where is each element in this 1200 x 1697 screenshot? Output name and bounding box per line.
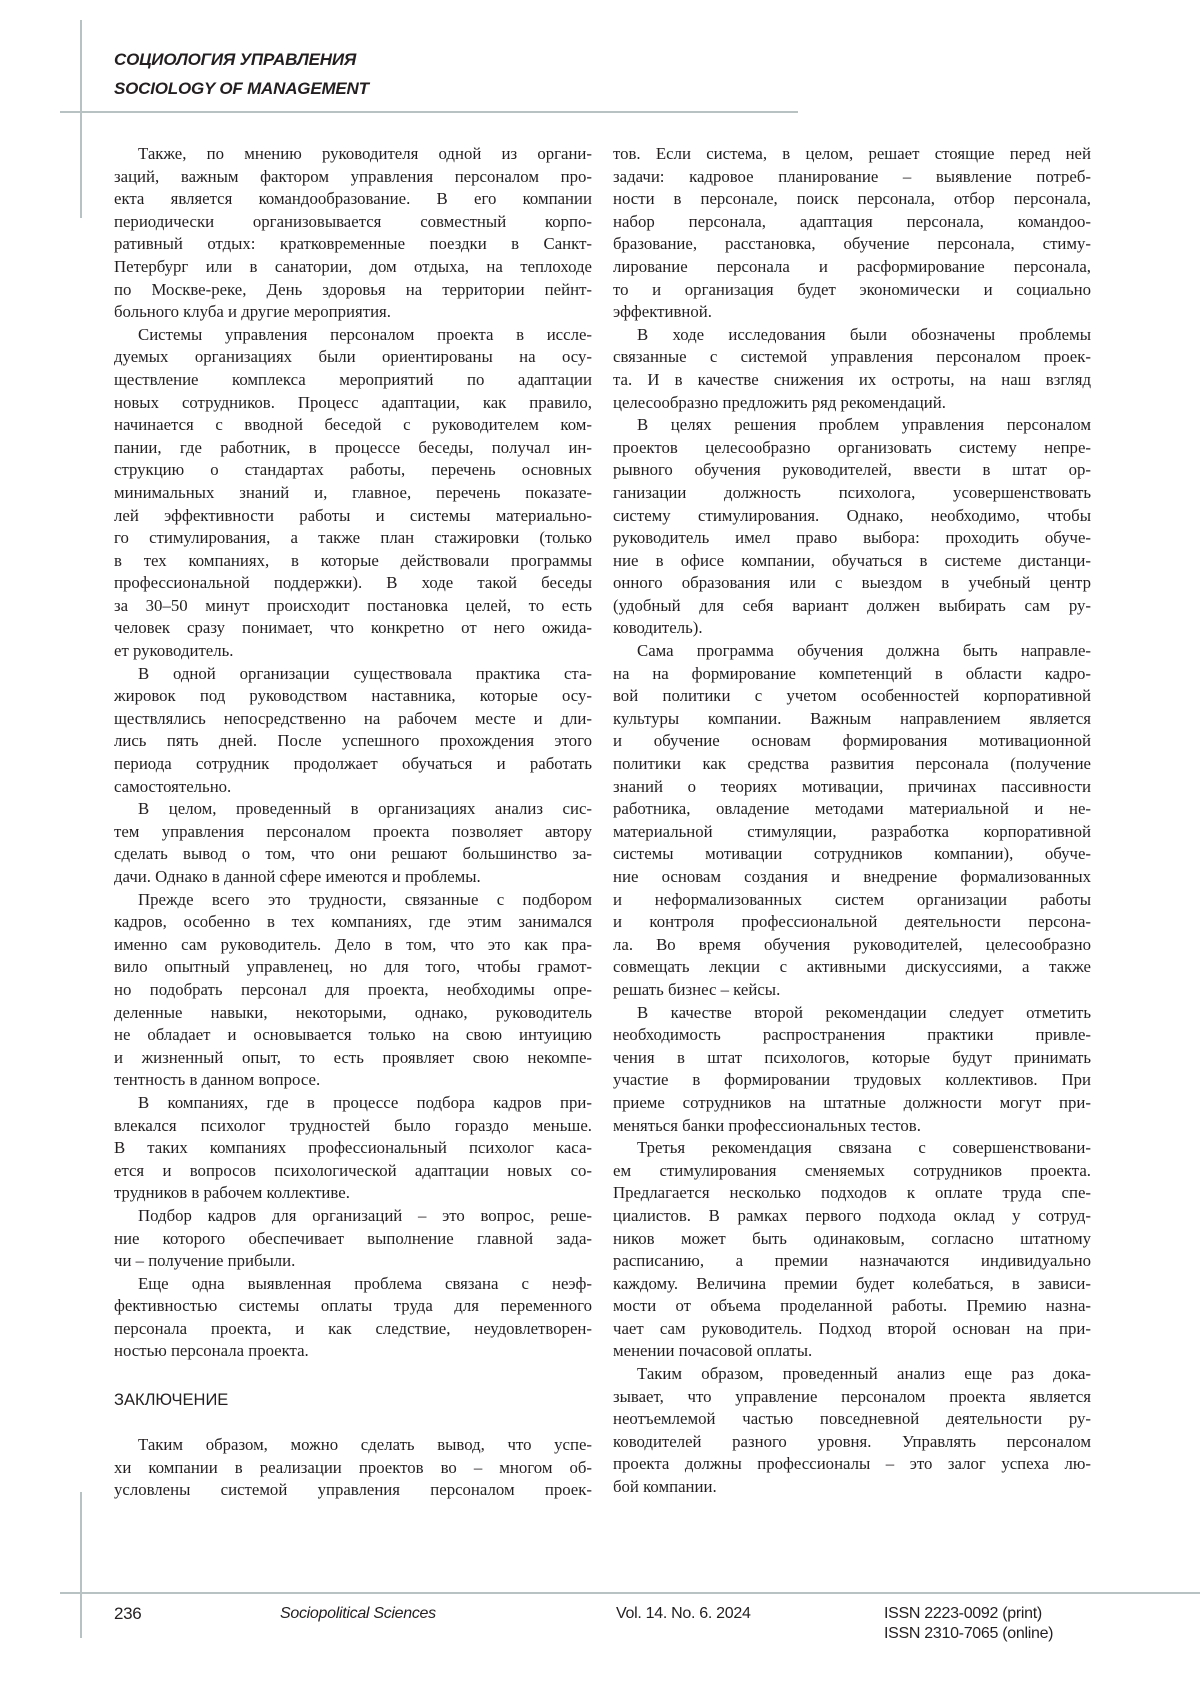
text-line: ности в персонале, поиск персонала, отбор персонала, <box>613 188 1091 211</box>
text-line: Также, по мнению руководителя одной из органи- <box>114 143 592 166</box>
text-line: ние основам создания и внедрение формализованных <box>613 866 1091 889</box>
text-line: человек сразу понимает, что конкретно от него ожида- <box>114 617 592 640</box>
text-line: рывного обучения руководителей, ввести в штат ор- <box>613 459 1091 482</box>
text-line: Третья рекомендация связана с совершенствовани- <box>613 1137 1091 1160</box>
left-text-column <box>114 143 592 1363</box>
text-line: жировок под руководством наставника, которые осу- <box>114 685 592 708</box>
text-line: ников может быть одинаковым, согласно штатному <box>613 1228 1091 1251</box>
text-line: за 30–50 минут происходит постановка целей, то есть <box>114 595 592 618</box>
text-line: не обладает и основывается только на свою интуицию <box>114 1024 592 1047</box>
paragraph <box>114 663 592 799</box>
text-line: В целях решения проблем управления персоналом <box>613 414 1091 437</box>
header-rule-vertical <box>80 20 82 218</box>
text-line: Прежде всего это трудности, связанные с подбором <box>114 889 592 912</box>
text-line: знаний о теориях мотивации, причинах пассивности <box>613 776 1091 799</box>
paragraph <box>613 1363 1091 1499</box>
text-line: лирование персонала и расформирование персонала, <box>613 256 1091 279</box>
text-line: В ходе исследования были обозначены проблемы <box>613 324 1091 347</box>
text-line: Таким образом, можно сделать вывод, что успе- <box>114 1434 592 1457</box>
text-line: Подбор кадров для организаций – это вопрос, реше- <box>114 1205 592 1228</box>
text-line: та. И в качестве снижения их остроты, на наш взгляд <box>613 369 1091 392</box>
paragraph <box>114 143 592 324</box>
paragraph <box>613 143 1091 324</box>
text-line: вой политики с учетом особенностей корпоративной <box>613 685 1091 708</box>
paragraph <box>114 889 592 1092</box>
text-line: мости от объема проделанной работы. Премию назна- <box>613 1295 1091 1318</box>
conclusion-heading: ЗАКЛЮЧЕНИЕ <box>114 1389 228 1411</box>
text-line: В качестве второй рекомендации следует отметить <box>613 1002 1091 1025</box>
text-line: систему стимулирования. Однако, необходимо, чтобы <box>613 505 1091 528</box>
text-line: и неформализованных систем организации работы <box>613 889 1091 912</box>
text-line: Еще одна выявленная проблема связана с неэф- <box>114 1273 592 1296</box>
text-line: лись пять дней. После успешного прохождения этого <box>114 730 592 753</box>
paragraph <box>114 798 592 888</box>
text-line: ла. Во время обучения руководителей, целесообразно <box>613 934 1091 957</box>
text-line: вило опытный управленец, но для того, чтобы грамот- <box>114 956 592 979</box>
text-line: фективностью системы оплаты труда для переменного <box>114 1295 592 1318</box>
text-line: струкцию о стандартах работы, перечень основных <box>114 459 592 482</box>
text-line: культуры компании. Важным направлением является <box>613 708 1091 731</box>
text-line: ководитель). <box>613 617 1091 640</box>
text-line: целесообразно предложить ряд рекомендаций. <box>613 392 1091 415</box>
text-line: Системы управления персоналом проекта в иссле- <box>114 324 592 347</box>
conclusion-paragraph <box>114 1434 592 1502</box>
text-line: онного образования или с выездом в учебный центр <box>613 572 1091 595</box>
text-line: приеме сотрудников на штатные должности могут при- <box>613 1092 1091 1115</box>
text-line: ет руководитель. <box>114 640 592 663</box>
text-line: новых сотрудников. Процесс адаптации, как правило, <box>114 392 592 415</box>
text-line: кадров, особенно в тех компаниях, где этим занимался <box>114 911 592 934</box>
text-line: и жизненный опыт, то есть проявляет свою некомпе- <box>114 1047 592 1070</box>
text-line: дуемых организациях были ориентированы на осу- <box>114 346 592 369</box>
text-line: В одной организации существовала практика ста- <box>114 663 592 686</box>
text-line: ководителей разного уровня. Управлять персоналом <box>613 1431 1091 1454</box>
text-line: бой компании. <box>613 1476 1091 1499</box>
text-line: лей эффективности работы и системы материально- <box>114 505 592 528</box>
text-line: набор персонала, адаптация персонала, командоо- <box>613 211 1091 234</box>
text-line: проектов целесообразно организовать систему непре- <box>613 437 1091 460</box>
text-line: но подобрать персонал для проекта, необходимы опре- <box>114 979 592 1002</box>
text-line: условлены системой управления персоналом проек- <box>114 1479 592 1502</box>
paragraph <box>613 414 1091 640</box>
text-line: в тех компаниях, в которые действовали программы <box>114 550 592 573</box>
text-line: ществление комплекса мероприятий по адаптации <box>114 369 592 392</box>
text-line: чения в штат психологов, которые будут принимать <box>613 1047 1091 1070</box>
text-line: Таким образом, проведенный анализ еще раз дока- <box>613 1363 1091 1386</box>
text-line: каждому. Величина премии будет колебаться, в зависи- <box>613 1273 1091 1296</box>
text-line: ние в офисе компании, обучаться в системе дистанци- <box>613 550 1091 573</box>
running-head-en: SOCIOLOGY OF MANAGEMENT <box>114 78 369 100</box>
text-line: то и организация будет экономически и социально <box>613 279 1091 302</box>
paragraph <box>613 324 1091 414</box>
text-line: дачи. Однако в данной сфере имеются и проблемы. <box>114 866 592 889</box>
text-line: ративный отдых: кратковременные поездки в Санкт- <box>114 233 592 256</box>
text-line: чает сам руководитель. Подход второй основан на при- <box>613 1318 1091 1341</box>
text-line: заций, важным фактором управления персоналом про- <box>114 166 592 189</box>
text-line: решать бизнес – кейсы. <box>613 979 1091 1002</box>
text-line: системы мотивации сотрудников компании), обуче- <box>613 843 1091 866</box>
volume-info: Vol. 14. No. 6. 2024 <box>616 1604 751 1624</box>
paragraph <box>114 1205 592 1273</box>
text-line: и контроля профессиональной деятельности персона- <box>613 911 1091 934</box>
text-line: начинается с вводной беседой с руководителем ком- <box>114 414 592 437</box>
right-text-column <box>613 143 1091 1499</box>
footer-rule-horizontal <box>60 1592 1200 1594</box>
paragraph <box>613 1002 1091 1138</box>
text-line: самостоятельно. <box>114 776 592 799</box>
text-line: (удобный для себя вариант должен выбирать сам ру- <box>613 595 1091 618</box>
text-line: расписанию, а премии назначаются индивидуально <box>613 1250 1091 1273</box>
running-head-ru: СОЦИОЛОГИЯ УПРАВЛЕНИЯ <box>114 49 356 71</box>
text-line: совмещать лекции с активными дискуссиями, а также <box>613 956 1091 979</box>
text-line: именно сам руководитель. Дело в том, что это как пра- <box>114 934 592 957</box>
text-line: трудников в рабочем коллективе. <box>114 1182 592 1205</box>
paragraph <box>114 1092 592 1205</box>
text-line: на на формирование компетенций в области кадро- <box>613 663 1091 686</box>
text-line: сделать вывод о том, что они решают большинство за- <box>114 843 592 866</box>
text-line: деленные навыки, некоторыми, однако, руководитель <box>114 1002 592 1025</box>
text-line: руководитель имел право выбора: проходить обуче- <box>613 527 1091 550</box>
text-line: задачи: кадровое планирование – выявление потреб- <box>613 166 1091 189</box>
text-line: тов. Если система, в целом, решает стоящие перед ней <box>613 143 1091 166</box>
text-line: влекался психолог трудностей было гораздо меньше. <box>114 1115 592 1138</box>
text-line: пании, где работник, в процессе беседы, получал ин- <box>114 437 592 460</box>
text-line: политики как средства развития персонала (получение <box>613 753 1091 776</box>
text-line: и обучение основам формирования мотивационной <box>613 730 1091 753</box>
text-line: профессиональной поддержки). В ходе такой беседы <box>114 572 592 595</box>
text-line: зывает, что управление персоналом проекта является <box>613 1386 1091 1409</box>
paragraph <box>114 324 592 663</box>
text-line: В таких компаниях профессиональный психолог каса- <box>114 1137 592 1160</box>
text-line: тем управления персоналом проекта позволяет автору <box>114 821 592 844</box>
header-rule-horizontal <box>60 111 798 113</box>
text-line: чи – получение прибыли. <box>114 1250 592 1273</box>
text-line: менении почасовой оплаты. <box>613 1340 1091 1363</box>
paragraph <box>613 1137 1091 1363</box>
page-number: 236 <box>114 1604 141 1624</box>
text-line: персонала проекта, и как следствие, неудовлетворен- <box>114 1318 592 1341</box>
text-line: эффективной. <box>613 301 1091 324</box>
issn-online: ISSN 2310-7065 (online) <box>884 1624 1053 1644</box>
text-line: меняться банки профессиональных тестов. <box>613 1115 1091 1138</box>
text-line: ние которого обеспечивает выполнение главной зада- <box>114 1228 592 1251</box>
journal-name: Sociopolitical Sciences <box>280 1604 436 1624</box>
text-line: ем стимулирования сменяемых сотрудников проекта. <box>613 1160 1091 1183</box>
text-line: Петербург или в санатории, дом отдыха, на теплоходе <box>114 256 592 279</box>
text-line: ществлялись непосредственно на рабочем месте и дли- <box>114 708 592 731</box>
text-line: участие в формировании трудовых коллективов. При <box>613 1069 1091 1092</box>
text-line: Предлагается несколько подходов к оплате труда спе- <box>613 1182 1091 1205</box>
text-line: периодически организовывается совместный корпо- <box>114 211 592 234</box>
text-line: В целом, проведенный в организациях анализ сис- <box>114 798 592 821</box>
text-line: екта является командообразование. В его компании <box>114 188 592 211</box>
text-line: ется и вопросов психологической адаптации новых со- <box>114 1160 592 1183</box>
text-line: неотъемлемой частью повседневной деятельности ру- <box>613 1408 1091 1431</box>
text-line: материальной стимуляции, разработка корпоративной <box>613 821 1091 844</box>
text-line: минимальных знаний и, главное, перечень показате- <box>114 482 592 505</box>
text-line: го стимулирования, а также план стажировки (только <box>114 527 592 550</box>
text-line: необходимость распространения практики привле- <box>613 1024 1091 1047</box>
text-line: связанные с системой управления персоналом проек- <box>613 346 1091 369</box>
text-line: Сама программа обучения должна быть направле- <box>613 640 1091 663</box>
text-line: циалистов. В рамках первого подхода оклад у сотруд- <box>613 1205 1091 1228</box>
text-line: работника, овладение методами материальной и не- <box>613 798 1091 821</box>
text-line: больного клуба и другие мероприятия. <box>114 301 592 324</box>
text-line: по Москве-реке, День здоровья на территории пейнт- <box>114 279 592 302</box>
text-line: ностью персонала проекта. <box>114 1340 592 1363</box>
text-line: проекта должны профессионалы – это залог успеха лю- <box>613 1453 1091 1476</box>
text-line: ганизации должность психолога, усовершенствовать <box>613 482 1091 505</box>
text-line: хи компании в реализации проектов во – многом об- <box>114 1457 592 1480</box>
issn-print: ISSN 2223-0092 (print) <box>884 1604 1042 1624</box>
text-line: периода сотрудник продолжает обучаться и работать <box>114 753 592 776</box>
paragraph <box>114 1273 592 1363</box>
footer-rule-vertical <box>80 1492 82 1638</box>
text-line: бразование, расстановка, обучение персонала, стиму- <box>613 233 1091 256</box>
text-line: тентность в данном вопросе. <box>114 1069 592 1092</box>
paragraph <box>613 640 1091 1002</box>
text-line: В компаниях, где в процессе подбора кадров при- <box>114 1092 592 1115</box>
